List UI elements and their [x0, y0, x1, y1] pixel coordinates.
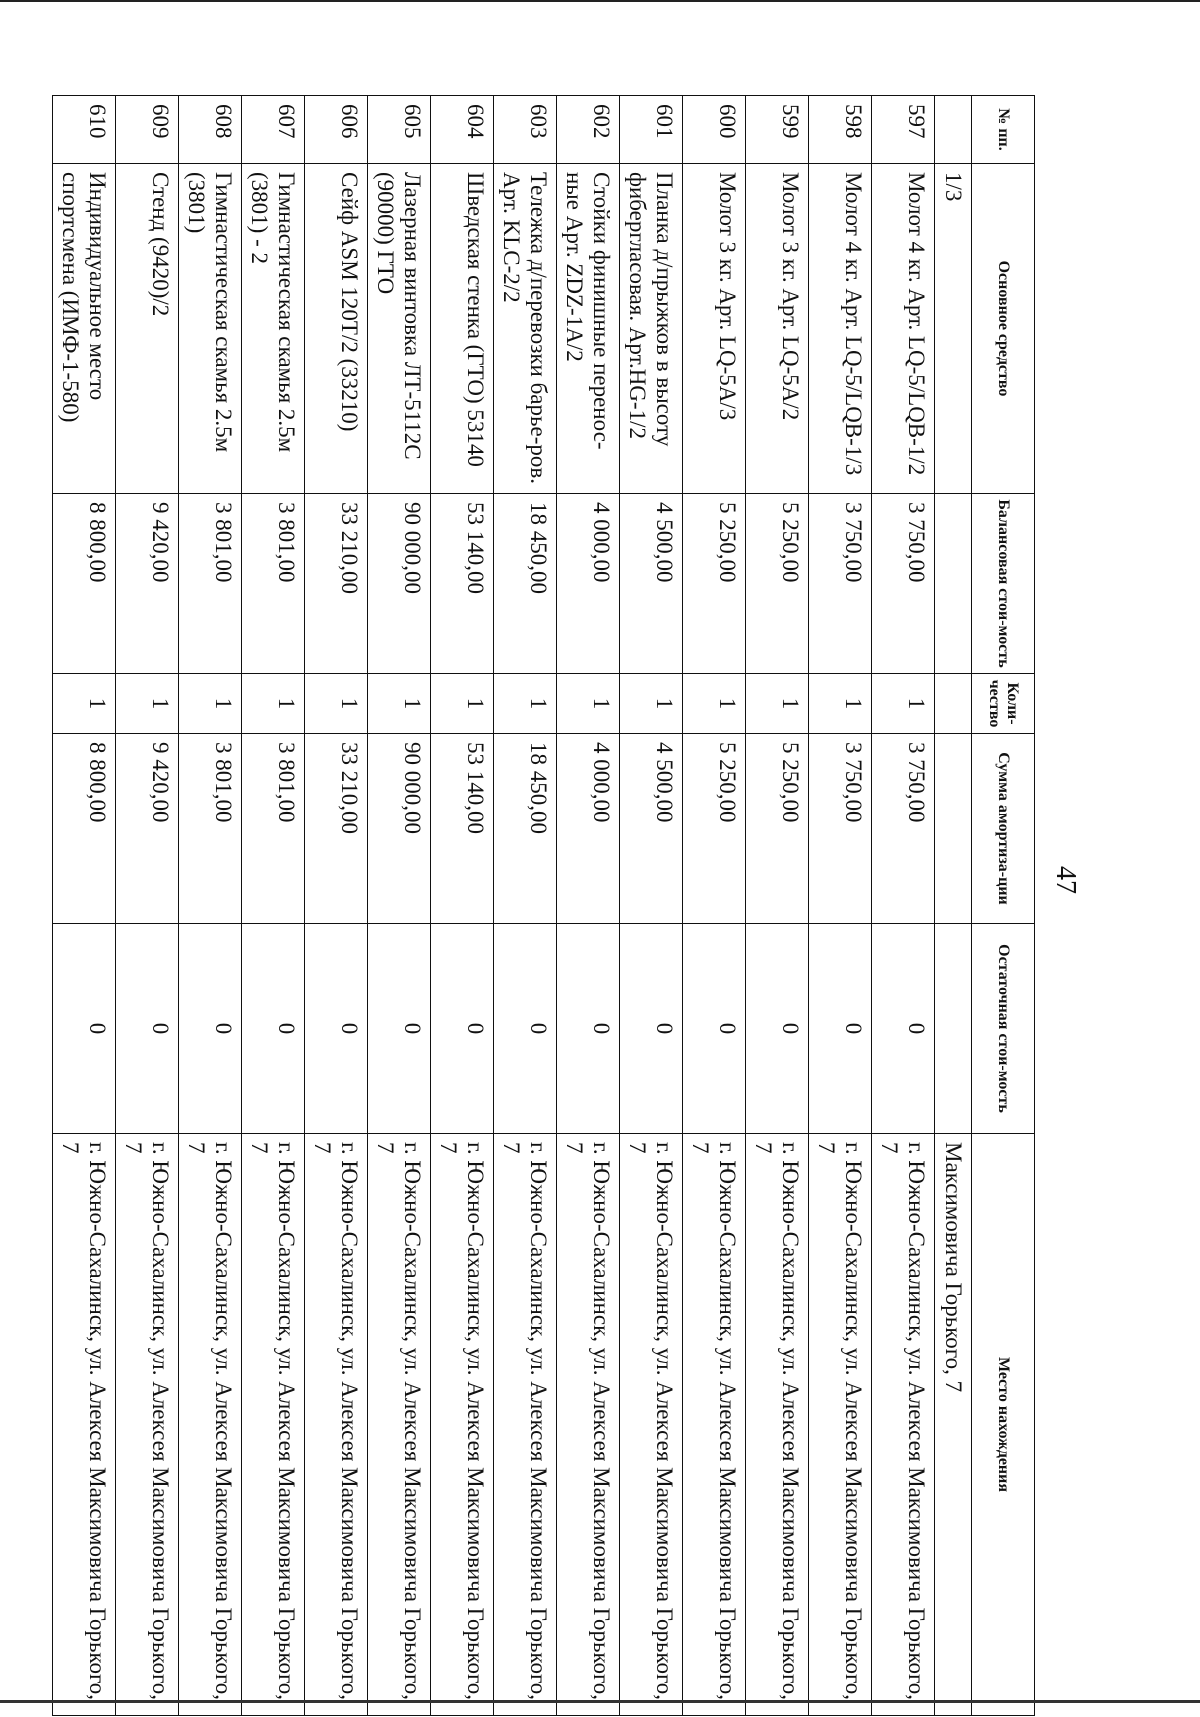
asset-table-container [58, 95, 1035, 1715]
cell-residual: 0 [305, 924, 368, 1134]
cell-location: г. Южно-Сахалинск, ул. Алексея Максимовича Горького, 7 [620, 1134, 683, 1716]
cell-amortization: 33 210,00 [305, 734, 368, 924]
table-row [431, 96, 494, 1716]
cell-residual: 0 [242, 924, 305, 1134]
table-row [557, 96, 620, 1716]
cell-name: Молот 4 кг. Арт. LQ-5/LQB-1/3 [809, 164, 872, 494]
page-number: 47 [1050, 866, 1081, 894]
cell-amortization: 8 800,00 [53, 734, 116, 924]
cell-qty: 1 [872, 674, 935, 734]
cell-name: Шведская стенка (ГТО) 53140 [431, 164, 494, 494]
cell-num: 602 [557, 96, 620, 164]
table-row [620, 96, 683, 1716]
cell-name: Гимнастическая скамья 2.5м (3801) - 2 [242, 164, 305, 494]
cell-balance: 4 000,00 [557, 494, 620, 674]
cell-num: 603 [494, 96, 557, 164]
table-row [494, 96, 557, 1716]
cell-qty: 1 [242, 674, 305, 734]
cell-residual: 0 [368, 924, 431, 1134]
cell-name: Молот 3 кг. Арт. LQ-5A/2 [746, 164, 809, 494]
asset-table [52, 95, 1035, 1716]
cell-balance: 18 450,00 [494, 494, 557, 674]
cell-balance: 5 250,00 [683, 494, 746, 674]
cell-qty: 1 [305, 674, 368, 734]
header-balance: Балансовая стои-мость [972, 494, 1035, 674]
table-row [368, 96, 431, 1716]
table-row [305, 96, 368, 1716]
cell-location: г. Южно-Сахалинск, ул. Алексея Максимовича Горького, 7 [872, 1134, 935, 1716]
cell-amortization: 3 750,00 [872, 734, 935, 924]
cell-name: Сейф ASM 120Т/2 (33210) [305, 164, 368, 494]
cell-num: 598 [809, 96, 872, 164]
cell-qty: 1 [179, 674, 242, 734]
cell-amortization: 4 500,00 [620, 734, 683, 924]
cell-location: г. Южно-Сахалинск, ул. Алексея Максимовича Горького, 7 [242, 1134, 305, 1716]
cell-num: 599 [746, 96, 809, 164]
cell-residual: 0 [683, 924, 746, 1134]
cell-qty [935, 674, 972, 734]
cell-name: Лазерная винтовка ЛТ-5112С (90000) ГТО [368, 164, 431, 494]
header-amortization: Сумма амортиза-ции [972, 734, 1035, 924]
scan-edge-top [0, 0, 1200, 2]
header-residual: Остаточная стои-мость [972, 924, 1035, 1134]
cell-qty: 1 [116, 674, 179, 734]
cell-location: Максимовича Горького, 7 [935, 1134, 972, 1716]
cell-residual: 0 [809, 924, 872, 1134]
cell-residual [935, 924, 972, 1134]
cell-amortization: 90 000,00 [368, 734, 431, 924]
cell-num: 600 [683, 96, 746, 164]
cell-residual: 0 [620, 924, 683, 1134]
table-row [53, 96, 116, 1716]
cell-amortization: 53 140,00 [431, 734, 494, 924]
cell-residual: 0 [53, 924, 116, 1134]
cell-num: 609 [116, 96, 179, 164]
cell-qty: 1 [746, 674, 809, 734]
table-row [179, 96, 242, 1716]
cell-balance: 53 140,00 [431, 494, 494, 674]
cell-balance: 3 750,00 [872, 494, 935, 674]
cell-amortization: 5 250,00 [746, 734, 809, 924]
cell-balance: 3 750,00 [809, 494, 872, 674]
cell-residual: 0 [557, 924, 620, 1134]
header-location: Место нахождения [972, 1134, 1035, 1716]
header-num: № пп. [972, 96, 1035, 164]
cell-qty: 1 [368, 674, 431, 734]
cell-num: 597 [872, 96, 935, 164]
cell-balance: 90 000,00 [368, 494, 431, 674]
cell-location: г. Южно-Сахалинск, ул. Алексея Максимовича Горького, 7 [557, 1134, 620, 1716]
cell-balance: 33 210,00 [305, 494, 368, 674]
cell-location: г. Южно-Сахалинск, ул. Алексея Максимовича Горького, 7 [683, 1134, 746, 1716]
cell-qty: 1 [431, 674, 494, 734]
cell-num: 604 [431, 96, 494, 164]
cell-qty: 1 [809, 674, 872, 734]
cell-num: 608 [179, 96, 242, 164]
cell-name: 1/3 [935, 164, 972, 494]
cell-name: Индивидуальное место спортсмена (ИМФ-1-580) [53, 164, 116, 494]
table-row [242, 96, 305, 1716]
cell-residual: 0 [116, 924, 179, 1134]
cell-location: г. Южно-Сахалинск, ул. Алексея Максимовича Горького, 7 [116, 1134, 179, 1716]
cell-name: Стенд (9420)/2 [116, 164, 179, 494]
table-row [116, 96, 179, 1716]
cell-num [935, 96, 972, 164]
cell-qty: 1 [557, 674, 620, 734]
header-name: Основное средство [972, 164, 1035, 494]
table-row [683, 96, 746, 1716]
cell-balance: 8 800,00 [53, 494, 116, 674]
cell-amortization: 3 801,00 [242, 734, 305, 924]
cell-location: г. Южно-Сахалинск, ул. Алексея Максимовича Горького, 7 [809, 1134, 872, 1716]
cell-qty: 1 [494, 674, 557, 734]
cell-amortization: 5 250,00 [683, 734, 746, 924]
cell-location: г. Южно-Сахалинск, ул. Алексея Максимовича Горького, 7 [305, 1134, 368, 1716]
cell-balance: 3 801,00 [242, 494, 305, 674]
header-qty: Коли-чество [972, 674, 1035, 734]
cell-num: 607 [242, 96, 305, 164]
cell-balance: 3 801,00 [179, 494, 242, 674]
cell-residual: 0 [746, 924, 809, 1134]
cell-amortization: 4 000,00 [557, 734, 620, 924]
cell-qty: 1 [683, 674, 746, 734]
cell-location: г. Южно-Сахалинск, ул. Алексея Максимовича Горького, 7 [53, 1134, 116, 1716]
cell-location: г. Южно-Сахалинск, ул. Алексея Максимовича Горького, 7 [494, 1134, 557, 1716]
scan-edge-bottom [0, 1700, 1200, 1703]
cell-balance: 4 500,00 [620, 494, 683, 674]
cell-name: Планка д/прыжков в высоту фибергласовая. Арт.HG-1/2 [620, 164, 683, 494]
cell-balance [935, 494, 972, 674]
table-row [746, 96, 809, 1716]
cell-amortization: 18 450,00 [494, 734, 557, 924]
cell-residual: 0 [494, 924, 557, 1134]
cell-name: Стойки финишные перенос-ные Арт. ZDZ-1A/2 [557, 164, 620, 494]
cell-amortization [935, 734, 972, 924]
cell-name: Тележка д/перевозки барье-ров. Арт. KLC-2/2 [494, 164, 557, 494]
cell-balance: 5 250,00 [746, 494, 809, 674]
table-row-continuation [935, 96, 972, 1716]
cell-residual: 0 [431, 924, 494, 1134]
cell-residual: 0 [872, 924, 935, 1134]
cell-name: Молот 3 кг. Арт. LQ-5A/3 [683, 164, 746, 494]
cell-location: г. Южно-Сахалинск, ул. Алексея Максимовича Горького, 7 [368, 1134, 431, 1716]
cell-num: 605 [368, 96, 431, 164]
cell-num: 610 [53, 96, 116, 164]
cell-amortization: 3 801,00 [179, 734, 242, 924]
cell-num: 601 [620, 96, 683, 164]
table-header-row [972, 96, 1035, 1716]
cell-amortization: 9 420,00 [116, 734, 179, 924]
cell-location: г. Южно-Сахалинск, ул. Алексея Максимовича Горького, 7 [431, 1134, 494, 1716]
cell-qty: 1 [53, 674, 116, 734]
table-row [872, 96, 935, 1716]
cell-name: Гимнастическая скамья 2.5м (3801) [179, 164, 242, 494]
cell-name: Молот 4 кг. Арт. LQ-5/LQB-1/2 [872, 164, 935, 494]
cell-amortization: 3 750,00 [809, 734, 872, 924]
cell-qty: 1 [620, 674, 683, 734]
cell-num: 606 [305, 96, 368, 164]
cell-location: г. Южно-Сахалинск, ул. Алексея Максимовича Горького, 7 [746, 1134, 809, 1716]
cell-balance: 9 420,00 [116, 494, 179, 674]
table-row [809, 96, 872, 1716]
cell-residual: 0 [179, 924, 242, 1134]
cell-location: г. Южно-Сахалинск, ул. Алексея Максимовича Горького, 7 [179, 1134, 242, 1716]
